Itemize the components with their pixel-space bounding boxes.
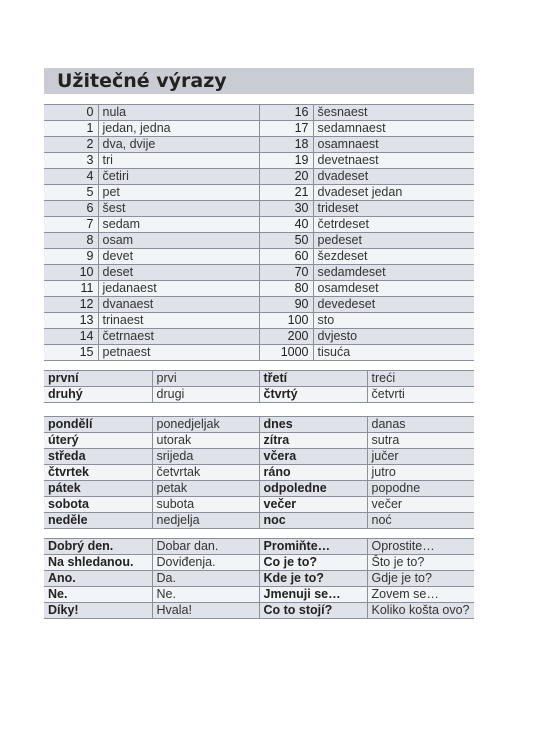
czech-term: druhý <box>44 387 152 403</box>
number-word: sedamnaest <box>313 121 474 137</box>
croatian-term: Hvala! <box>152 603 259 619</box>
number-word: dvjesto <box>313 329 474 345</box>
number-row <box>44 345 474 361</box>
czech-term: sobota <box>44 497 152 513</box>
number-word: dvanaest <box>98 297 259 313</box>
czech-term: úterý <box>44 433 152 449</box>
czech-term: středa <box>44 449 152 465</box>
number-row <box>44 153 474 169</box>
number-digit: 0 <box>44 105 98 121</box>
phrases-table <box>44 538 474 619</box>
czech-term: dnes <box>259 417 367 433</box>
czech-term: Ano. <box>44 571 152 587</box>
phrases-row <box>44 571 474 587</box>
croatian-term: srijeda <box>152 449 259 465</box>
czech-term: první <box>44 371 152 387</box>
number-word: pet <box>98 185 259 201</box>
czech-term: Co je to? <box>259 555 367 571</box>
section-header <box>44 68 474 94</box>
croatian-term: Što je to? <box>367 555 474 571</box>
number-row <box>44 105 474 121</box>
ordinals-row <box>44 371 474 387</box>
number-digit: 4 <box>44 169 98 185</box>
number-digit: 3 <box>44 153 98 169</box>
number-word: dvadeset <box>313 169 474 185</box>
czech-term: Ne. <box>44 587 152 603</box>
number-digit: 11 <box>44 281 98 297</box>
number-digit: 200 <box>259 329 313 345</box>
croatian-term: Zovem se… <box>367 587 474 603</box>
number-digit: 18 <box>259 137 313 153</box>
czech-term: třetí <box>259 371 367 387</box>
number-word: deset <box>98 265 259 281</box>
czech-term: pátek <box>44 481 152 497</box>
phrases-row <box>44 587 474 603</box>
czech-term: Dobrý den. <box>44 539 152 555</box>
days-row <box>44 497 474 513</box>
croatian-term: večer <box>367 497 474 513</box>
number-word: tri <box>98 153 259 169</box>
number-word: dva, dvije <box>98 137 259 153</box>
croatian-term: jutro <box>367 465 474 481</box>
number-word: devetnaest <box>313 153 474 169</box>
czech-term: Kde je to? <box>259 571 367 587</box>
number-digit: 12 <box>44 297 98 313</box>
number-row <box>44 249 474 265</box>
number-row <box>44 281 474 297</box>
croatian-term: Koliko košta ovo? <box>367 603 474 619</box>
number-word: trideset <box>313 201 474 217</box>
number-digit: 60 <box>259 249 313 265</box>
number-word: pedeset <box>313 233 474 249</box>
number-word: dvadeset jedan <box>313 185 474 201</box>
czech-term: Na shledanou. <box>44 555 152 571</box>
number-word: sedam <box>98 217 259 233</box>
czech-term: večer <box>259 497 367 513</box>
czech-term: Co to stojí? <box>259 603 367 619</box>
number-digit: 20 <box>259 169 313 185</box>
croatian-term: prvi <box>152 371 259 387</box>
number-word: jedan, jedna <box>98 121 259 137</box>
number-word: tisuća <box>313 345 474 361</box>
croatian-term: danas <box>367 417 474 433</box>
croatian-term: Ne. <box>152 587 259 603</box>
number-word: devedeset <box>313 297 474 313</box>
croatian-term: četvrtak <box>152 465 259 481</box>
number-word: osamnaest <box>313 137 474 153</box>
number-digit: 40 <box>259 217 313 233</box>
number-word: nula <box>98 105 259 121</box>
czech-term: noc <box>259 513 367 529</box>
number-word: trinaest <box>98 313 259 329</box>
croatian-term: ponedjeljak <box>152 417 259 433</box>
number-word: osam <box>98 233 259 249</box>
phrases-row <box>44 603 474 619</box>
czech-term: Promiňte… <box>259 539 367 555</box>
number-row <box>44 185 474 201</box>
ordinals-row <box>44 387 474 403</box>
phrases-row <box>44 555 474 571</box>
number-word: petnaest <box>98 345 259 361</box>
page-title: Užitečné výrazy <box>57 70 227 92</box>
czech-term: čtvrtý <box>259 387 367 403</box>
number-digit: 90 <box>259 297 313 313</box>
number-word: četrdeset <box>313 217 474 233</box>
number-digit: 30 <box>259 201 313 217</box>
number-row <box>44 313 474 329</box>
number-digit: 1 <box>44 121 98 137</box>
number-row <box>44 169 474 185</box>
days-row <box>44 513 474 529</box>
czech-term: pondělí <box>44 417 152 433</box>
number-row <box>44 265 474 281</box>
croatian-term: Oprostite… <box>367 539 474 555</box>
number-digit: 13 <box>44 313 98 329</box>
number-digit: 17 <box>259 121 313 137</box>
number-digit: 7 <box>44 217 98 233</box>
days-row <box>44 481 474 497</box>
number-word: četrnaest <box>98 329 259 345</box>
croatian-term: utorak <box>152 433 259 449</box>
number-row <box>44 137 474 153</box>
czech-term: Jmenuji se… <box>259 587 367 603</box>
number-digit: 15 <box>44 345 98 361</box>
czech-term: včera <box>259 449 367 465</box>
czech-term: zítra <box>259 433 367 449</box>
number-word: osamdeset <box>313 281 474 297</box>
number-row <box>44 217 474 233</box>
croatian-term: petak <box>152 481 259 497</box>
number-digit: 14 <box>44 329 98 345</box>
number-digit: 8 <box>44 233 98 249</box>
number-digit: 6 <box>44 201 98 217</box>
number-row <box>44 201 474 217</box>
days-row <box>44 465 474 481</box>
croatian-term: Gdje je to? <box>367 571 474 587</box>
number-digit: 16 <box>259 105 313 121</box>
croatian-term: jučer <box>367 449 474 465</box>
days-row <box>44 433 474 449</box>
number-digit: 70 <box>259 265 313 281</box>
number-row <box>44 329 474 345</box>
croatian-term: Doviđenja. <box>152 555 259 571</box>
number-word: sto <box>313 313 474 329</box>
czech-term: neděle <box>44 513 152 529</box>
croatian-term: četvrti <box>367 387 474 403</box>
number-digit: 80 <box>259 281 313 297</box>
czech-term: odpoledne <box>259 481 367 497</box>
numbers-table <box>44 104 474 361</box>
croatian-term: noć <box>367 513 474 529</box>
croatian-term: drugi <box>152 387 259 403</box>
number-digit: 2 <box>44 137 98 153</box>
number-digit: 1000 <box>259 345 313 361</box>
number-row <box>44 297 474 313</box>
number-row <box>44 233 474 249</box>
croatian-term: sutra <box>367 433 474 449</box>
croatian-term: nedjelja <box>152 513 259 529</box>
croatian-term: popodne <box>367 481 474 497</box>
number-digit: 5 <box>44 185 98 201</box>
days-row <box>44 449 474 465</box>
number-digit: 50 <box>259 233 313 249</box>
number-word: šest <box>98 201 259 217</box>
croatian-term: Da. <box>152 571 259 587</box>
number-digit: 100 <box>259 313 313 329</box>
czech-term: Díky! <box>44 603 152 619</box>
number-digit: 21 <box>259 185 313 201</box>
croatian-term: Dobar dan. <box>152 539 259 555</box>
czech-term: ráno <box>259 465 367 481</box>
number-word: devet <box>98 249 259 265</box>
number-digit: 9 <box>44 249 98 265</box>
number-word: četiri <box>98 169 259 185</box>
czech-term: čtvrtek <box>44 465 152 481</box>
days-table <box>44 416 474 529</box>
number-row <box>44 121 474 137</box>
number-word: sedamdeset <box>313 265 474 281</box>
number-word: šesnaest <box>313 105 474 121</box>
days-row <box>44 417 474 433</box>
number-word: šezdeset <box>313 249 474 265</box>
phrases-row <box>44 539 474 555</box>
croatian-term: subota <box>152 497 259 513</box>
number-digit: 10 <box>44 265 98 281</box>
croatian-term: treći <box>367 371 474 387</box>
number-word: jedanaest <box>98 281 259 297</box>
ordinals-table <box>44 370 474 403</box>
number-digit: 19 <box>259 153 313 169</box>
